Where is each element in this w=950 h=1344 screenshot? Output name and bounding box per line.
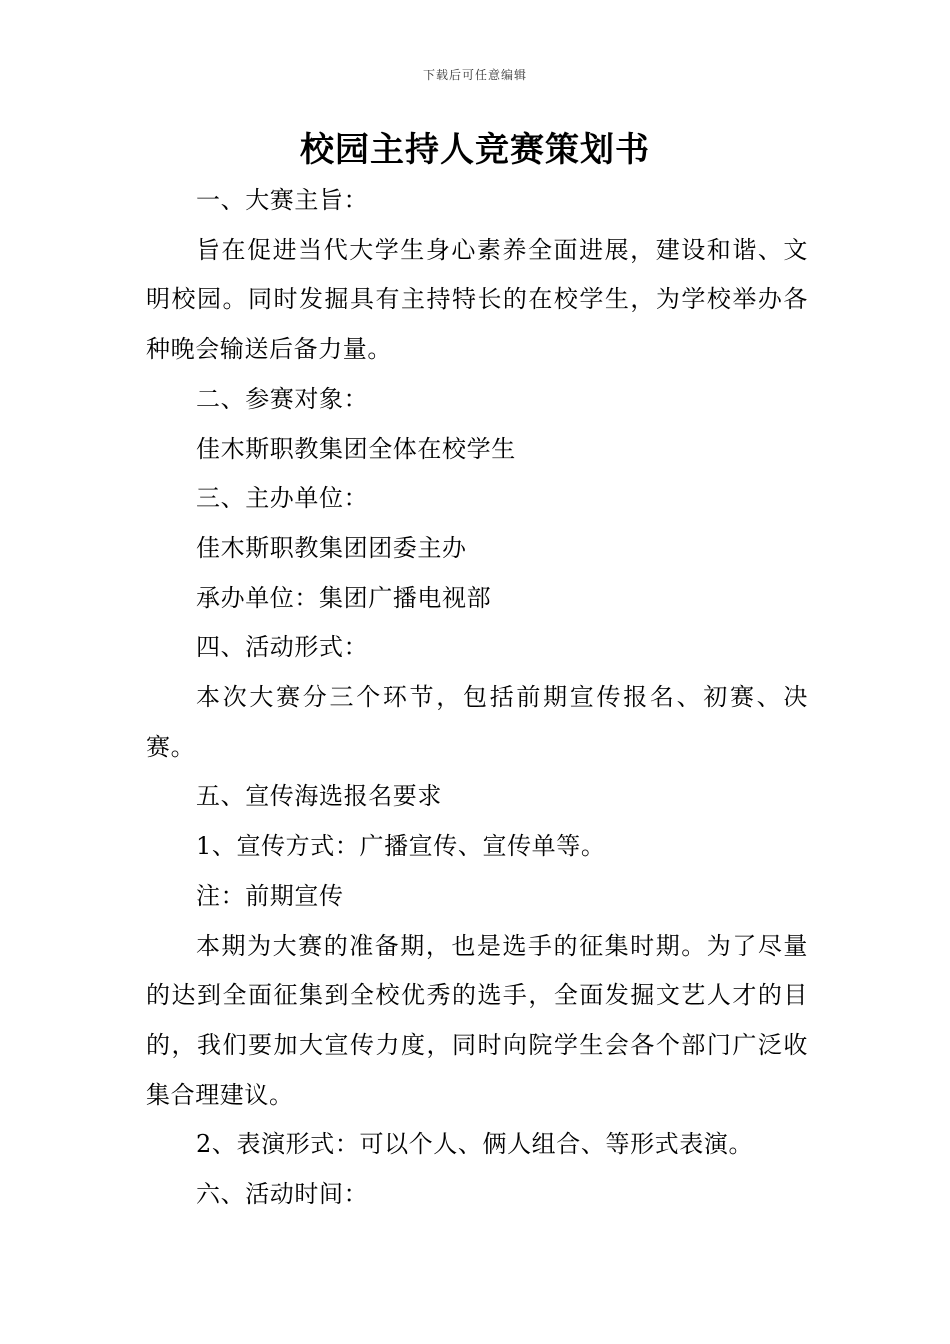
document-title: 校园主持人竞赛策划书 xyxy=(300,130,650,170)
paragraph-promotion-method: 1、宣传方式：广播宣传、宣传单等。 xyxy=(196,832,606,861)
section-heading-format: 四、活动形式： xyxy=(196,633,369,662)
section-heading-time: 六、活动时间： xyxy=(196,1180,369,1209)
paragraph-preparation: 本期为大赛的准备期，也是选手的征集时期。为了尽量的达到全面征集到全校优秀的选手，全面发掘文艺人才的目的，我们要加大宣传力度，同时向院学生会各个部门广泛收集合理建议。 xyxy=(146,931,808,1109)
page-header-note: 下载后可任意编辑 xyxy=(422,68,527,82)
section-heading-registration: 五、宣传海选报名要求 xyxy=(196,782,442,811)
section-heading-organizer: 三、主办单位： xyxy=(196,484,369,513)
paragraph-organizer: 佳木斯职教集团团委主办 xyxy=(196,533,467,562)
document-body xyxy=(146,176,808,1220)
paragraph-format: 本次大赛分三个环节，包括前期宣传报名、初赛、决赛。 xyxy=(146,683,808,761)
paragraph-note: 注：前期宣传 xyxy=(196,881,344,910)
paragraph-co-organizer: 承办单位：集团广播电视部 xyxy=(196,583,492,612)
section-heading-participants: 二、参赛对象： xyxy=(196,384,369,413)
paragraph-purpose: 旨在促进当代大学生身心素养全面进展，建设和谐、文明校园。同时发掘具有主持特长的在校学生，为学校举办各种晚会输送后备力量。 xyxy=(146,235,808,364)
paragraph-participants: 佳木斯职教集团全体在校学生 xyxy=(196,434,516,463)
paragraph-performance-format: 2、表演形式：可以个人、俩人组合、等形式表演。 xyxy=(196,1130,754,1159)
section-heading-purpose: 一、大赛主旨： xyxy=(196,186,369,214)
